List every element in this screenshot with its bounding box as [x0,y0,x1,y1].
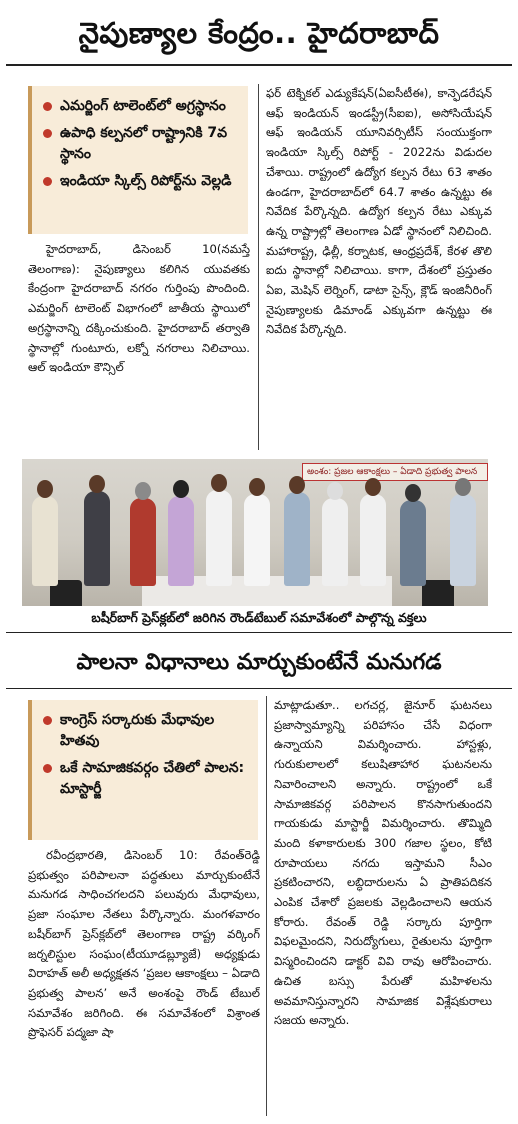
highlight-item [42,710,250,752]
highlight-text: ఉపాధి కల్పనలో రాష్ట్రానికి 7వ స్థానం [60,125,228,162]
bullet-icon [43,102,52,111]
article2-headline: పాలనా విధానాలు మార్చుకుంటేనే మనుగడ [76,650,442,675]
person-head [89,475,105,493]
bullet-icon [43,129,52,138]
event-photo [22,459,488,606]
headline-rule [6,688,512,689]
highlight-text: ఎమర్జింగ్ టాలెంట్‌లో అగ్రస్థానం [60,98,226,114]
person [450,494,476,586]
bullet-icon [43,177,52,186]
bullet-icon [43,764,52,773]
highlight-item [42,123,240,165]
person-head [289,476,305,494]
person-head [37,480,53,498]
person-head [249,478,265,496]
person-head [455,478,471,496]
person-head [365,478,381,496]
person-head [135,482,151,500]
photo-caption: బషీర్‌బాగ్ ప్రెస్‌క్లబ్‌లో జరిగిన రౌండ్‌టేబుల్ సమావేశంలో పాల్గొన్న వక్తలు [91,610,427,625]
article1-left-column [28,240,250,450]
person [360,494,386,586]
person-head [405,484,421,502]
person [244,494,270,586]
bullet-icon [43,716,52,725]
person [84,491,110,586]
highlight-item [42,96,240,117]
article1-highlights-box [28,86,248,234]
highlight-item [42,758,250,800]
article2-body-left: రవీంద్రభారతి, డిసెంబర్ 10: రేవంత్‌రెడ్డి ప్రభుత్వం పరిపాలనా పద్ధతులు మార్చుకుంటేనే మనుగడ సాధించగలదని పలువురు మేధావులు, ప్రజా సంఘాల నేతలు పేర్కొన్నారు. మంగళవారం బషీర్‌బాగ్ ప్రెస్‌క్లబ్‌లో తెలంగాణ రాష్ట్ర వర్కింగ్ జర్నలిస్టుల సంఘం(టీయూడబ్ల్యూజే) అధ్యక్షుడు విరాహత్ అలీ అధ్యక్షతన ‘ప్రజల ఆకాంక్షలు – ఏడాది ప్రభుత్వ పాలన’ అనే అంశంపై రౌండ్ టేబుల్ సమావేశం జరిగింది. ఈ సమావేశంలో విశ్రాంత ప్రొఫెసర్ పద్మజా షా [28,848,260,1040]
article1-right-column [266,84,492,450]
person-head [211,474,227,492]
person [400,500,426,586]
column-divider [258,84,259,450]
person [168,496,194,586]
article2-left-column [28,846,260,1116]
article2-right-column [274,696,492,1116]
article2-body-right: మాట్లాడుతూ.. లగచర్ల, జైనూర్ ఘటనలు ప్రజాస్వామ్యాన్ని పరిహాసం చేసే విధంగా ఉన్నాయని విమర్శించారు. హాస్టళ్లు, గురుకులాలలో కలుషితాహార ఘటనలను నివారించాలని అన్నారు. రాష్ట్రంలో ఒకే సామాజికవర్గ పరిపాలన కొనసాగుతుందని గాయకుడు మాస్టార్జీ విమర్శించారు. తొమ్మిది మంది కళాకారులకు 300 గజాల స్థలం, కోటి రూపాయలు నగదు ఇస్తామని సీఎం ప్రకటించారని, లబ్ధిదారులను ఏ ప్రాతిపదికన ఎంపిక చేశారో ప్రజలకు వెల్లడించాలని ఆయన కోరారు. రేవంత్ రెడ్డి సర్కారు పూర్తిగా విఫలమైందని, నిరుద్యోగులు, రైతులను పూర్తిగా విస్మరించిందని డాక్టర్ వివి రావు ఆరోపించారు. ఉచిత బస్సు పేరుతో మహిళలను అవమానిస్తున్నారని సామాజిక విశ్లేషకురాలు సజయ అన్నారు. [274,698,492,1028]
person [206,490,232,586]
column-divider [266,696,267,1116]
highlight-item [42,171,240,192]
highlight-text: ఒకే సామాజికవర్గం చేతిలో పాలన: మాస్టార్జీ [60,760,245,797]
highlight-text: ఇండియా స్కిల్స్ రిపోర్ట్‌ను వెల్లడి [60,173,232,189]
person [322,498,348,586]
section-rule [6,632,512,633]
article2-highlights-box [28,700,258,840]
person-head [327,482,343,500]
person [32,496,58,586]
highlight-text: కాంగ్రెస్ సర్కారుకు మేధావుల హితవు [60,712,215,749]
person [130,498,156,586]
article1-body-right: ఫర్ టెక్నికల్ ఎడ్యుకేషన్(ఏఐసీటీఈ), కాన్ఫెడరేషన్ ఆఫ్ ఇండియన్ ఇండస్ట్రీ(సీఐఐ), అసోసియేషన్ ఆఫ్ ఇండియన్ యూనివర్సిటీస్ సంయుక్తంగా ఇండియా స్కిల్స్ రిపోర్ట్ - 2022ను విడుదల చేశాయి. రాష్ట్రంలో ఉద్యోగ కల్పన రేటు 63 శాతం ఉండగా, హైదరాబాద్‌లో 64.7 శాతం ఉన్నట్టు ఈ నివేదిక పేర్కొన్నది. ఉద్యోగ కల్పన రేటు ఎక్కువ ఉన్న రాష్ట్రాల్లో తెలంగాణ ఏడో స్థానంలో నిలిచింది. మహారాష్ట్ర, ఢిల్లీ, కర్నాటక, ఆంధ్రప్రదేశ్, కేరళ తొలి ఐదు స్థానాల్లో నిలిచాయి. కాగా, దేశంలో ప్రస్తుతం ఏఐ, మెషిన్ లెర్నింగ్, డాటా సైన్స్, క్లౌడ్ ఇంజినీరింగ్ నైపుణ్యాలకు డిమాండ్ ఎక్కువగా ఉన్నట్టు ఈ నివేదిక పేర్కొన్నది. [266,86,492,337]
photo-banner: అంశం: ప్రజల ఆకాంక్షలు – ఏడాది ప్రభుత్వ పాలన [302,463,488,481]
person [284,492,310,586]
headline-rule [6,64,512,66]
article1-body-left: హైదరాబాద్, డిసెంబర్ 10(నమస్తే తెలంగాణ): నైపుణ్యాలు కలిగిన యువతకు కేంద్రంగా హైదరాబాద్ నగరం గుర్తింపు పొందింది. ఎమర్జింగ్ టాలెంట్ విభాగంలో జాతీయ స్థాయిలో అగ్రస్థానాన్ని దక్కించుకుంది. హైదరాబాద్ తర్వాతి స్థానాల్లో గుంటూరు, లక్నో నగరాలు నిలిచాయి. ఆల్ ఇండియా కౌన్సిల్ [28,242,250,375]
person-head [173,480,189,498]
article1-headline: నైపుణ్యాల కేంద్రం.. హైదరాబాద్ [78,16,440,50]
